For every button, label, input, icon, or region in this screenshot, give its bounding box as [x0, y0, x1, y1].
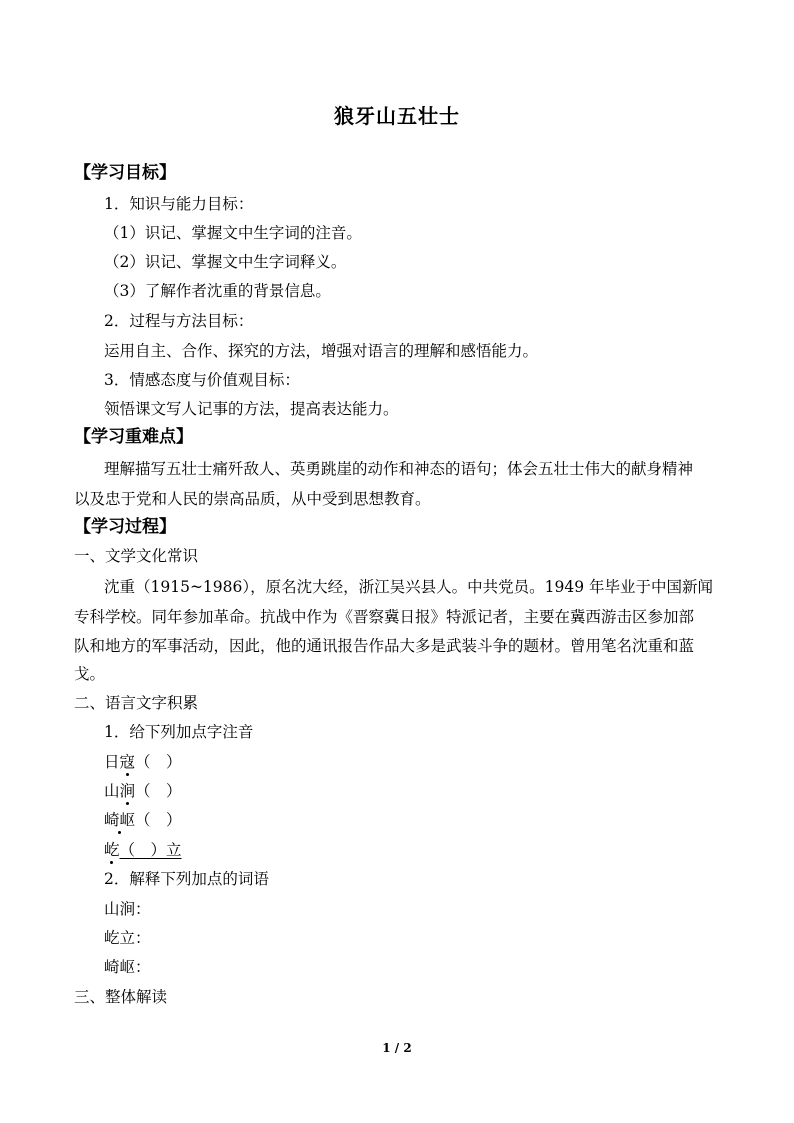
- part2-title: 二、语言文字积累: [74, 694, 199, 712]
- definition-item: 崎岖：: [104, 958, 151, 976]
- keypoints-heading: 【学习重难点】: [74, 427, 193, 447]
- part1-line-2: 专科学校。同年参加革命。抗战中作为《晋察冀日报》特派记者，主要在冀西游击区参加部: [74, 608, 695, 626]
- part1-line-4: 戈。: [74, 665, 106, 683]
- pinyin-item: [104, 840, 182, 860]
- question-2: 2．解释下列加点的词语: [104, 870, 269, 888]
- pinyin-item: [104, 752, 182, 772]
- dotted-char: 屹: [104, 841, 120, 859]
- page-number: 1 / 2: [382, 1041, 412, 1055]
- definition-item: 屹立：: [104, 929, 151, 947]
- goal-item-3a: 领悟课文写人记事的方法，提高表达能力。: [104, 400, 399, 418]
- goal-item-2a: 运用自主、合作、探究的方法，增强对语言的理解和感悟能力。: [104, 342, 539, 360]
- part1-title: 一、文学文化常识: [74, 547, 199, 565]
- goals-heading: 【学习目标】: [74, 163, 176, 183]
- word-prefix: 山: [104, 782, 120, 800]
- dotted-char: 崎岖: [104, 811, 136, 829]
- goal-item-3: 3．情感态度与价值观目标：: [104, 371, 300, 389]
- dotted-char: 寇: [119, 753, 136, 771]
- goal-item-1: 1．知识与能力目标：: [104, 195, 254, 213]
- question-1: 1．给下列加点字注音: [104, 723, 254, 741]
- goal-item-1b: （2）识记、掌握文中生字词释义。: [104, 253, 347, 271]
- answer-blank: （ ）立: [119, 841, 182, 859]
- part1-line-3: 队和地方的军事活动，因此，他的通讯报告作品大多是武装斗争的题材。曾用笔名沈重和蓝: [74, 637, 695, 655]
- keypoints-line-1: 理解描写五壮士痛歼敌人、英勇跳崖的动作和神态的语句；体会五壮士伟大的献身精神: [104, 460, 694, 478]
- dotted-char: 涧: [119, 782, 136, 800]
- part3-title: 三、整体解读: [74, 988, 168, 1006]
- goal-item-1a: （1）识记、掌握文中生字词的注音。: [104, 224, 362, 242]
- process-heading: 【学习过程】: [74, 517, 176, 537]
- answer-blank: （ ）: [135, 753, 182, 771]
- goal-item-2: 2．过程与方法目标：: [104, 312, 254, 330]
- part1-line-1: 沈重（1915~1986），原名沈大经，浙江吴兴县人。中共党员。1949 年毕业于中国新闻: [104, 578, 714, 596]
- definition-item: 山涧：: [104, 900, 151, 918]
- keypoints-line-2: 以及忠于党和人民的崇高品质，从中受到思想教育。: [74, 490, 431, 508]
- page-title: 狼牙山五壮士: [334, 104, 460, 128]
- answer-blank: （ ）: [135, 782, 182, 800]
- goal-item-1c: （3）了解作者沈重的背景信息。: [104, 282, 331, 300]
- pinyin-item: [104, 810, 182, 830]
- word-prefix: 日: [104, 753, 120, 771]
- pinyin-item: [104, 781, 182, 801]
- answer-blank: （ ）: [135, 811, 182, 829]
